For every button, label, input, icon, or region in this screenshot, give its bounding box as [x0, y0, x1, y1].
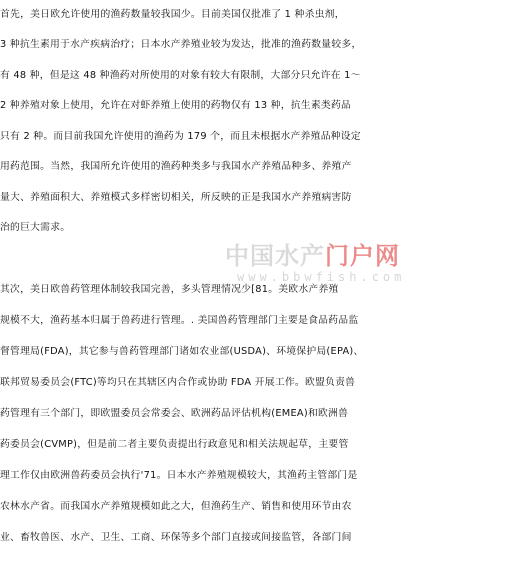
watermark-url: www.bbwfish.com [237, 270, 406, 284]
text-line: 2 种养殖对象上使用，允许在对虾养殖上使用的药物仅有 13 种，抗生素类药品 [0, 100, 352, 111]
text-line: 药管理有三个部门，即欧盟委员会常委会、欧洲药品评估机构(EMEA)和欧洲兽 [0, 408, 349, 419]
text-line: 量大、养殖面积大、养殖模式多样密切相关，所反映的正是我国水产养殖病害防 [0, 192, 352, 203]
text-line: 用药范围。当然，我国所允许使用的渔药种类多与我国水产养殖品种多、养殖产 [0, 161, 352, 172]
text-line: 其次，美日欧兽药管理体制较我国完善，多头管理情况少[81。美欧水产养殖 [0, 284, 339, 295]
text-line: 3 种抗生素用于水产疾病治疗；日本水产养殖业较为发达，批准的渔药数量较多， [0, 39, 362, 50]
text-line: 联邦贸易委员会(FTC)等均只在其辖区内合作或协助 FDA 开展工作。欧盟负责兽 [0, 377, 356, 388]
text-line: 规模不大，渔药基本归属于兽药进行管理。. 美国兽药管理部门主要是食品药品监 [0, 315, 359, 326]
text-line: 业、畜牧兽医、水产、卫生、工商、环保等多个部门直接或间接监管，各部门间 [0, 532, 352, 543]
text-line: 治的巨大需求。 [0, 222, 71, 233]
text-line: 药委员会(CVMP)，但是前二者主要负责提出行政意见和相关法规起草，主要管 [0, 439, 349, 450]
text-line: 只有 2 种。而目前我国允许使用的渔药为 179 个，而且未根据水产养殖品种设定 [0, 131, 361, 142]
text-line: 农林水产省。而我国水产养殖规模如此之大，但渔药生产、销售和使用环节由农 [0, 501, 352, 512]
text-line [0, 244, 507, 274]
text-line: 首先，美日欧允许使用的渔药数量较我国少。目前美国仅批准了 1 种杀虫剂， [0, 9, 345, 20]
text-line: 督管理局(FDA)，其它参与兽药管理部门诸如农业部(USDA)、环境保护局(EPA)、 [0, 346, 364, 357]
text-line: 理工作仅由欧洲兽药委员会执行'71。日本水产养殖规模较大，其渔药主管部门是 [0, 470, 358, 481]
text-line: 有 48 种，但是这 48 种渔药对所使用的对象有较大有限制，大部分只允许在 1～ [0, 70, 361, 81]
watermark-text: 中国水产门户网 [225, 241, 400, 270]
